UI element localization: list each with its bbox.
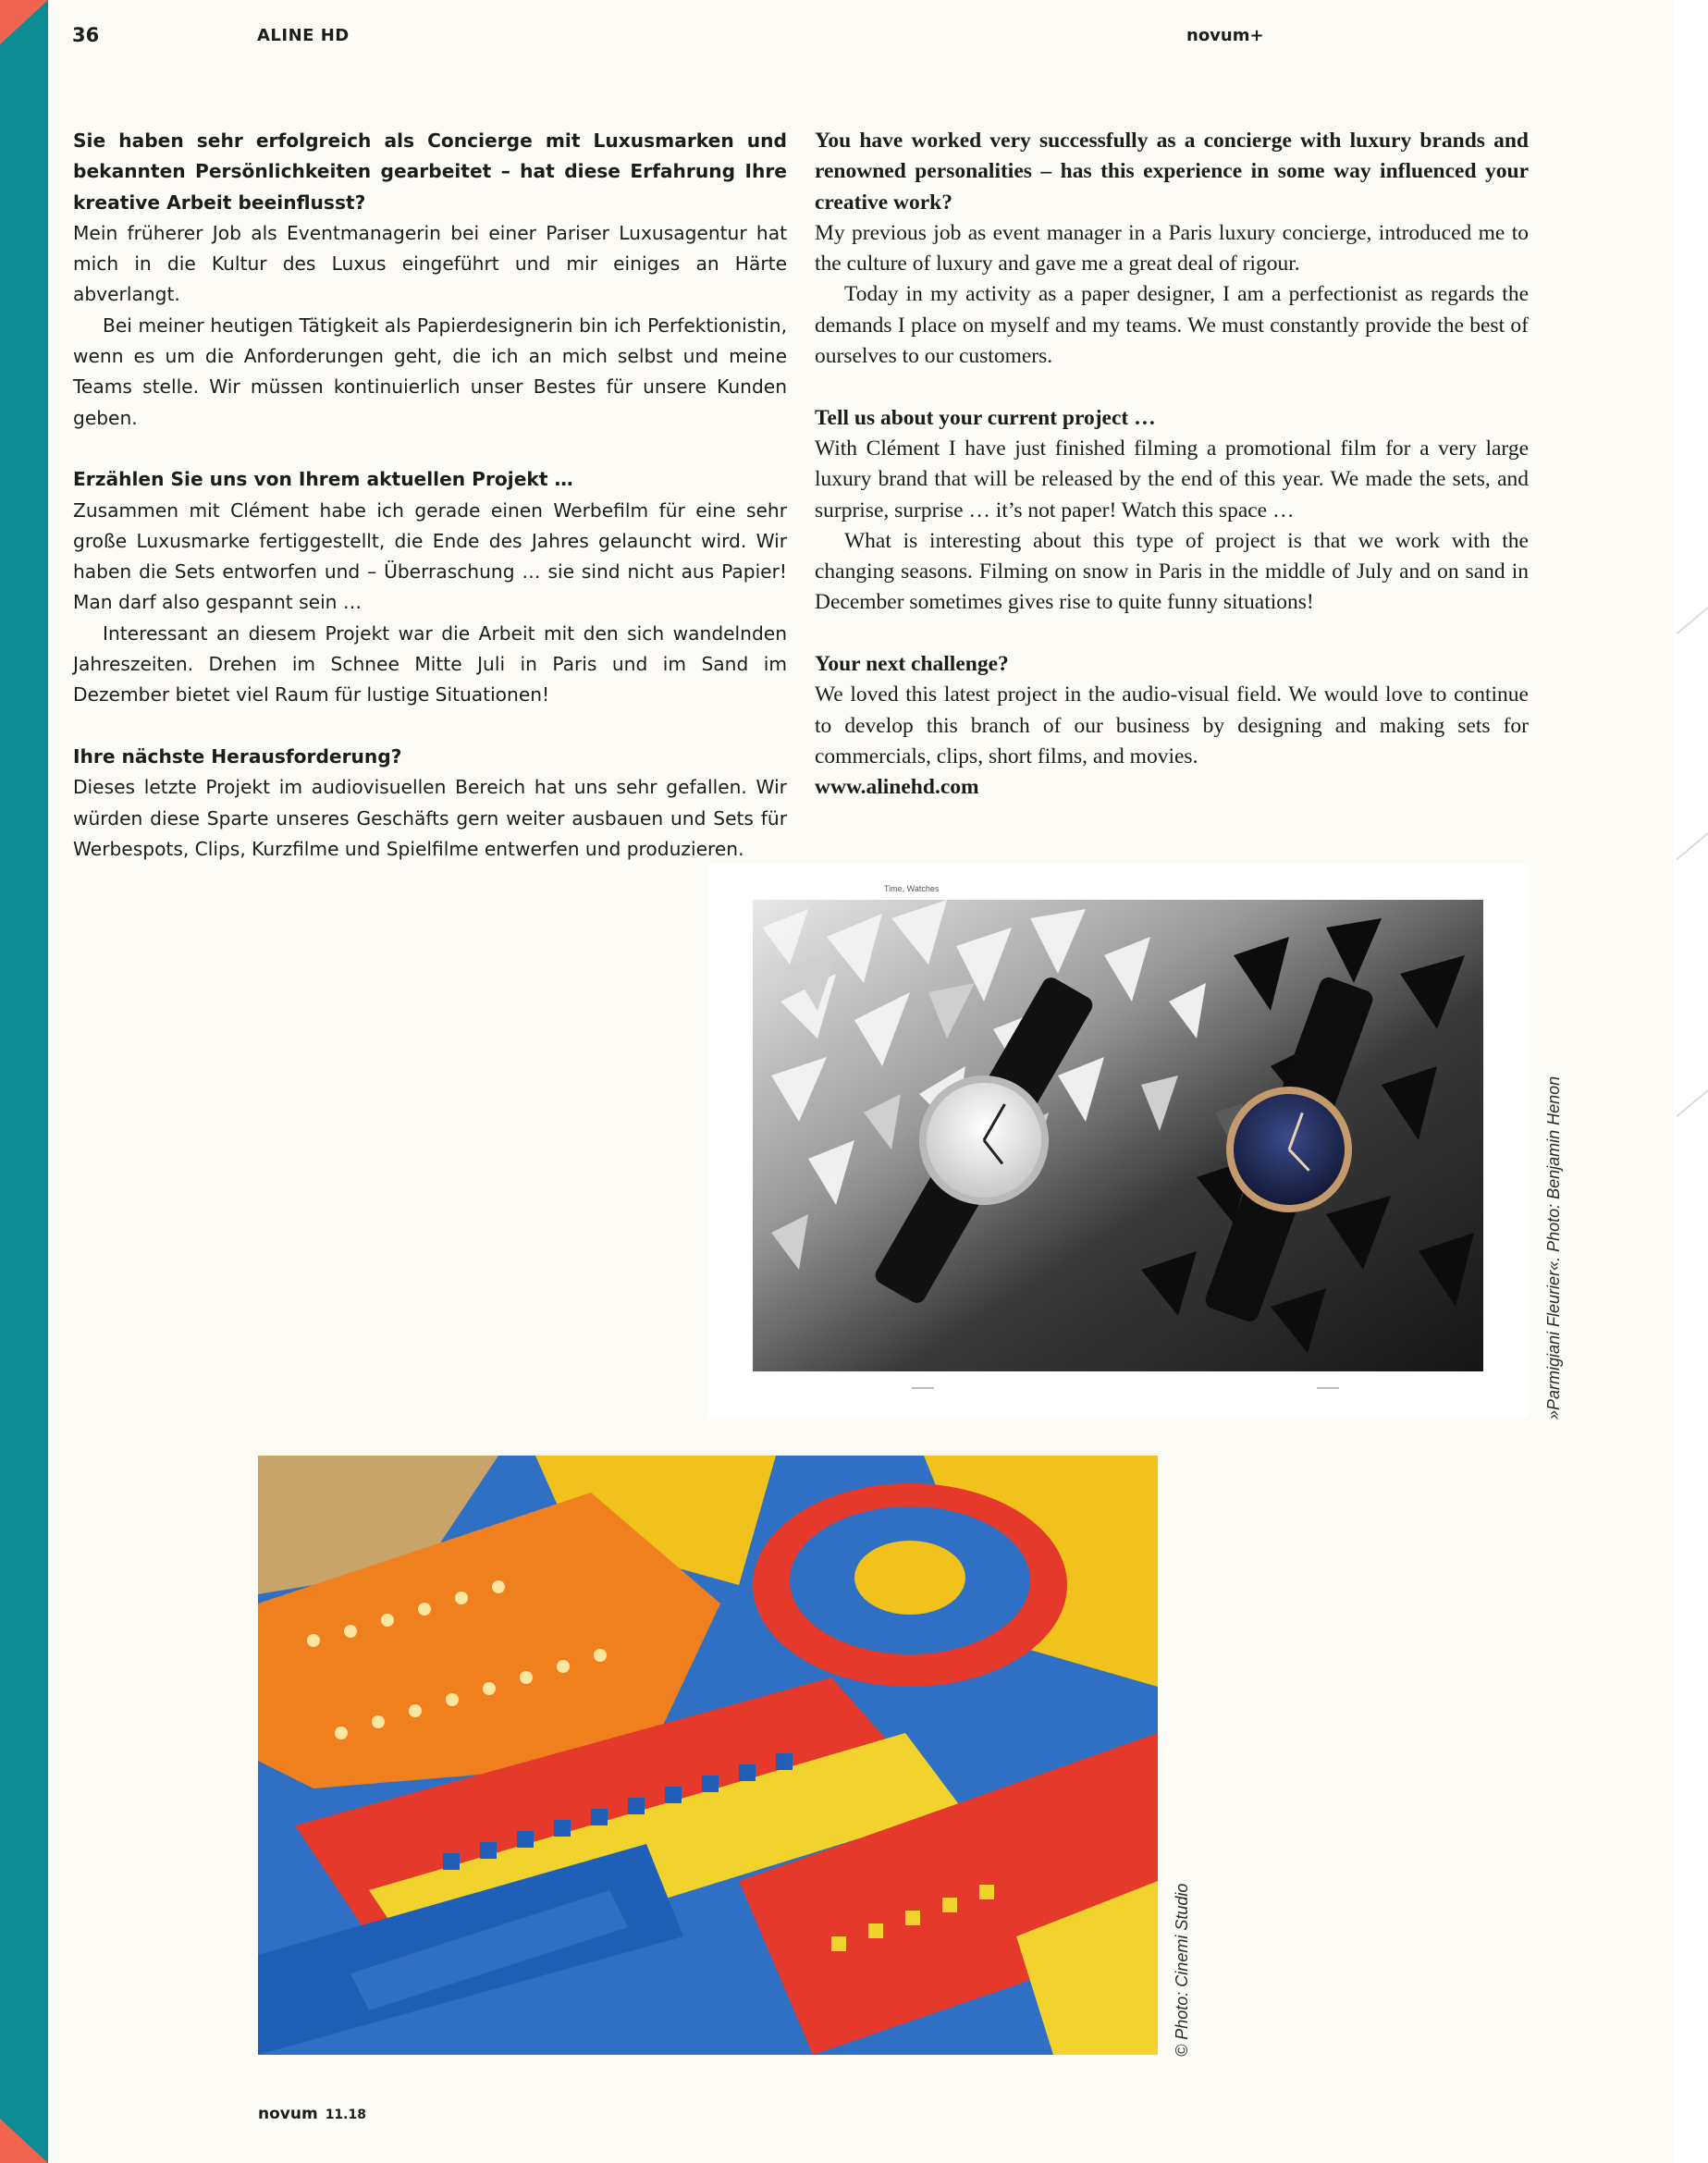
corner-accent-bottom <box>0 2119 48 2163</box>
magazine-name: novum+ <box>1186 26 1264 45</box>
sidebar-stripe <box>0 0 48 2163</box>
question-2: Tell us about your current project … <box>815 405 1156 430</box>
watch-photo-spread <box>708 864 1528 1417</box>
spread-folio-left <box>912 1387 934 1389</box>
english-column <box>815 126 1529 804</box>
answer-2-paragraph-1: With Clément I have just finished filming a promotional film for a very large luxury brand that will be released by the end of this year. We made the sets, and surprise, surprise … it’s not paper! Watch this space … <box>815 436 1529 522</box>
answer-1-paragraph-2: Bei meiner heutigen Tätigkeit als Papierdesignerin bin ich Perfektionistin, wenn es um die Anforderungen geht, die ich an mich selbst und meine Teams stelle. Wir müssen kontinuierlich unser Bestes für unsere Kunden geben. <box>73 313 787 429</box>
answer-2-paragraph-2: What is interesting about this type of project is that we work with the changing seasons. Filming on snow in Paris in the middle of July and on sand in December sometimes gives rise to quite funny situations! <box>815 528 1529 615</box>
watch-photo <box>753 900 1483 1371</box>
section-title: ALINE HD <box>257 26 350 45</box>
answer-2-paragraph-2: Interessant an diesem Projekt war die Arbeit mit den sich wandelnden Jahreszeiten. Drehen im Schnee Mitte Juli in Paris und im Sand im Dezember bietet viel Raum für lustige Situationen! <box>73 621 787 707</box>
question-3: Ihre nächste Herausforderung? <box>73 744 402 768</box>
answer-2-paragraph-1: Zusammen mit Clément habe ich gerade einen Werbefilm für eine sehr große Luxusmarke fertiggestellt, die Ende des Jahres gelauncht wird. Wir haben die Sets entworfen und – Überraschung … sie sind nicht aus Papier! Man darf also gespannt sein … <box>73 498 787 614</box>
footer-magazine: novum <box>258 2105 318 2123</box>
answer-1-paragraph-1: Mein früherer Job als Eventmanagerin bei einer Pariser Luxusagentur hat mich in die Kultur des Luxus eingeführt und mir einiges an Härte abverlangt. <box>73 221 787 306</box>
german-column <box>73 126 787 865</box>
spread-tab-label: Time, Watches <box>884 884 940 893</box>
question-1: Sie haben sehr erfolgreich als Concierge mit Luxusmarken und bekannten Persönlichkeiten gearbeitet – hat diese Erfahrung Ihre kreative Arbeit beeinflusst? <box>73 129 787 214</box>
answer-1-paragraph-2: Today in my activity as a paper designer, I am a perfectionist as regards the demands I place on myself and my teams. We must constantly provide the best of ourselves to our customers. <box>815 282 1529 369</box>
question-1: You have worked very successfully as a concierge with luxury brands and renowned personalities – has this experience in some way influenced your creative work? <box>815 129 1529 215</box>
paper-marquee-photo <box>258 1456 1158 2055</box>
answer-3-paragraph-1: We loved this latest project in the audio-visual field. We would love to continue to develop this branch of our business by designing and making sets for commercials, clips, short films, and movies. <box>815 682 1529 768</box>
corner-accent-top <box>0 0 48 44</box>
photo2-credit: © Photo: Cinemi Studio <box>1173 1883 1191 2057</box>
page-edge <box>1673 0 1708 2163</box>
photo1-credit: »Parmigiani Fleurier«. Photo: Benjamin Henon <box>1544 1075 1563 1419</box>
answer-1-paragraph-1: My previous job as event manager in a Paris luxury concierge, introduced me to the culture of luxury and gave me a great deal of rigour. <box>815 220 1529 277</box>
answer-3-paragraph-1: Dieses letzte Projekt im audiovisuellen Bereich hat uns sehr gefallen. Wir würden diese Sparte unseres Geschäfts gern weiter ausbauen und Sets für Werbespots, Clips, Kurzfilme und Spielfilme entwerfen und produzieren. <box>73 776 787 860</box>
footer-issue: 11.18 <box>325 2108 366 2122</box>
question-2: Erzählen Sie uns von Ihrem aktuellen Projekt … <box>73 468 573 491</box>
question-3: Your next challenge? <box>815 652 1009 677</box>
footer <box>258 2105 366 2123</box>
spread-folio-right <box>1317 1387 1339 1389</box>
page-number: 36 <box>72 24 100 46</box>
website-link[interactable]: www.alinehd.com <box>815 775 979 800</box>
